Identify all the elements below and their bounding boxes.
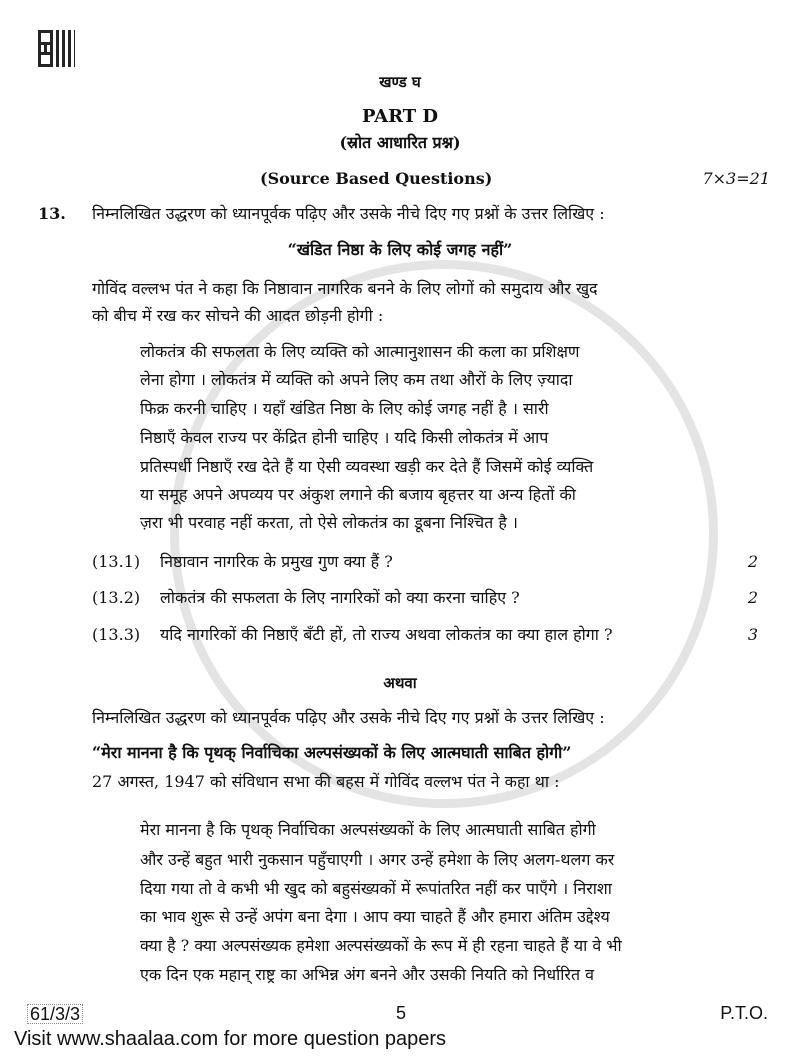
subquestion-text: निष्ठावान नागरिक के प्रमुख गुण क्या हैं ? — [160, 552, 393, 571]
alt-instruction: निम्नलिखित उद्धरण को ध्यानपूर्वक पढ़िए और उसके नीचे दिए गए प्रश्नों के उत्तर लिखिए : — [92, 708, 605, 727]
visit-link[interactable]: Visit www.shaalaa.com for more question papers — [14, 1028, 447, 1050]
passage-line: लेना होगा । लोकतंत्र में व्यक्ति को अपने लिए कम तथा औरों के लिए ज़्यादा — [140, 370, 573, 389]
subquestion-number: (13.3) — [92, 625, 141, 644]
intro-line: गोविंद वल्लभ पंत ने कहा कि निष्ठावान नागरिक बनने के लिए लोगों को समुदाय और खुद — [92, 279, 598, 298]
alt-passage-line: दिया गया तो वे कभी भी खुद को बहुसंख्यकों में रूपांतरित नहीं कर पाएँगे । निराशा — [140, 879, 612, 898]
passage-line: निष्ठाएँ केवल राज्य पर केंद्रित होनी चाहिए । यदि किसी लोकतंत्र में आप — [140, 428, 549, 447]
section-hindi: खण्ड घ — [379, 73, 421, 91]
section-marks: 7×3=21 — [702, 169, 770, 188]
intro-line: को बीच में रख कर सोचने की आदत छोड़नी होगी : — [92, 306, 384, 325]
alt-passage-heading: “मेरा मानना है कि पृथक् निर्वाचिका अल्पसंख्यकों के लिए आत्मघाती साबित होगी” — [92, 743, 572, 762]
passage-line: ज़रा भी परवाह नहीं करता, तो ऐसे लोकतंत्र का डूबना निश्चित है । — [140, 513, 518, 532]
alt-passage-line: और उन्हें बहुत भारी नुकसान पहुँचाएगी । अगर उन्हें हमेशा के लिए अलग-थलग कर — [140, 850, 615, 869]
passage-line: या समूह अपने अपव्यय पर अंकुश लगाने की बजाय बृहत्तर या अन्य हितों की — [140, 485, 576, 504]
subquestion-row — [92, 551, 758, 573]
part-title: PART D — [361, 106, 439, 127]
passage-line: फिक्र करनी चाहिए । यहाँ खंडित निष्ठा के लिए कोई जगह नहीं है । सारी — [140, 399, 549, 418]
subquestion-number: (13.2) — [92, 588, 141, 607]
passage-heading: “खंडित निष्ठा के लिए कोई जगह नहीं” — [287, 240, 513, 259]
page-number: 5 — [396, 1003, 407, 1023]
alt-passage-line: मेरा मानना है कि पृथक् निर्वाचिका अल्पसंख्यकों के लिए आत्मघाती साबित होगी — [140, 820, 596, 839]
alt-passage-line: क्या है ? क्या अल्पसंख्यक हमेशा अल्पसंख्यकों के रूप में ही रहना चाहते हैं या वे भी — [140, 936, 622, 955]
alt-passage-line: का भाव शुरू से उन्हें अपंग बना देगा । आप क्या चाहते हैं और हमारा अंतिम उद्देश्य — [140, 907, 610, 926]
alt-passage-line: एक दिन एक महान् राष्ट्र का अभिन्न अंग बनने और उसकी नियति को निर्धारित व — [140, 965, 595, 984]
question-number: 13. — [38, 204, 66, 223]
subquestion-row — [92, 624, 758, 646]
subquestion-text: यदि नागरिकों की निष्ठाएँ बँटी हों, तो राज्य अथवा लोकतंत्र का क्या हाल होगा ? — [160, 625, 613, 644]
pto-label: P.T.O. — [720, 1003, 768, 1023]
paper-code: 61/3/3 — [27, 1004, 83, 1024]
qr-code-icon — [38, 30, 75, 67]
or-label: अथवा — [383, 674, 417, 692]
subquestion-marks: 2 — [747, 588, 758, 607]
question-instruction: निम्नलिखित उद्धरण को ध्यानपूर्वक पढ़िए और उसके नीचे दिए गए प्रश्नों के उत्तर लिखिए : — [92, 204, 605, 223]
subquestion-marks: 2 — [747, 552, 758, 571]
passage-line: प्रतिस्पर्धी निष्ठाएँ रख देते हैं या ऐसी व्यवस्था खड़ी कर देते हैं जिसमें कोई व्यक्ति — [140, 457, 594, 476]
subquestion-row — [92, 587, 758, 609]
passage-line: लोकतंत्र की सफलता के लिए व्यक्ति को आत्मानुशासन की कला का प्रशिक्षण — [140, 342, 580, 361]
subquestion-number: (13.1) — [92, 552, 141, 571]
subtitle-hindi: (स्रोत आधारित प्रश्न) — [339, 133, 461, 152]
subquestion-marks: 3 — [747, 625, 758, 644]
subtitle-english: (Source Based Questions) — [260, 169, 493, 188]
subquestion-text: लोकतंत्र की सफलता के लिए नागरिकों को क्या करना चाहिए ? — [160, 588, 520, 607]
alt-intro: 27 अगस्त, 1947 को संविधान सभा की बहस में गोविंद वल्लभ पंत ने कहा था : — [92, 772, 560, 791]
